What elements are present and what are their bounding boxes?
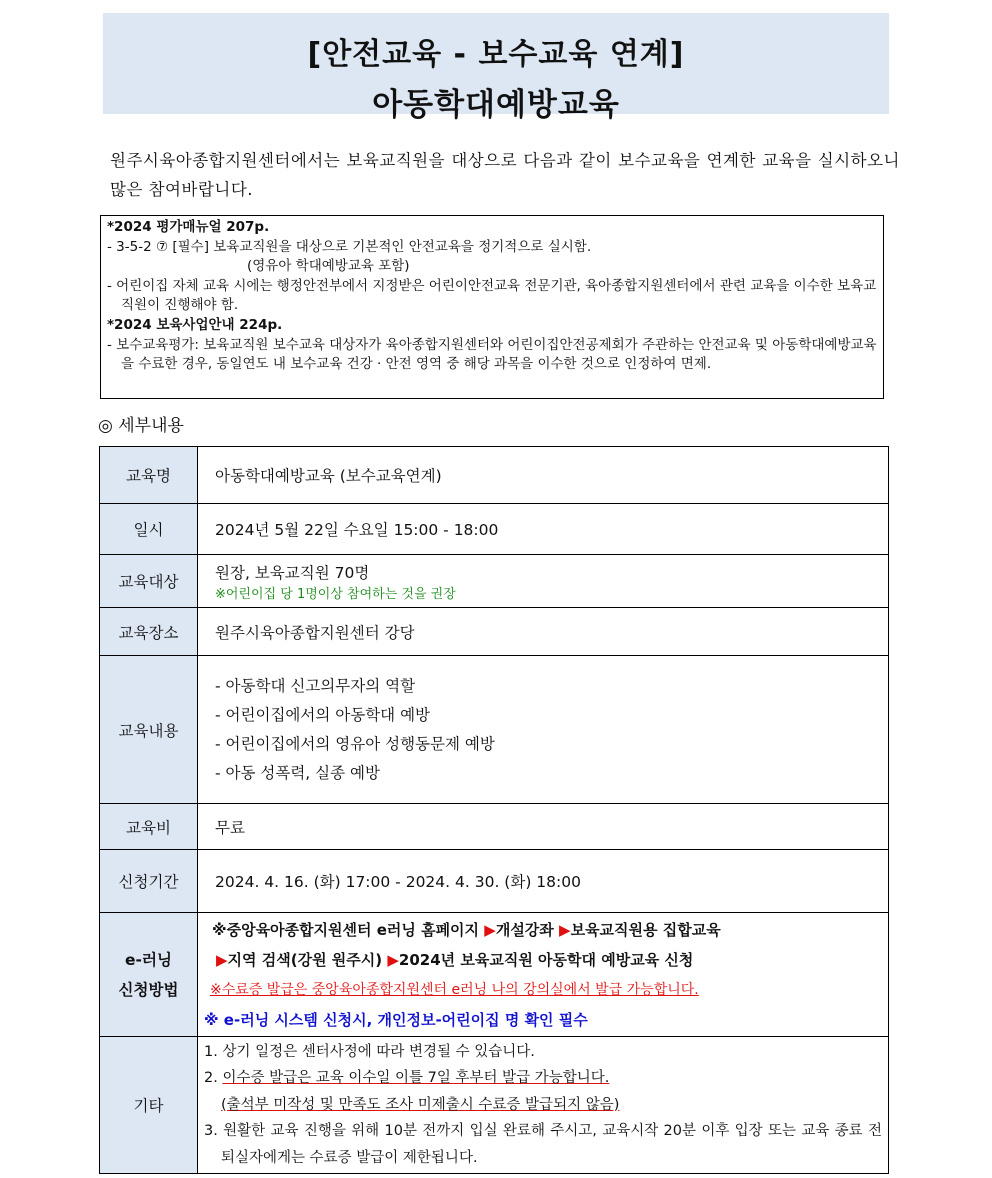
table-row xyxy=(100,504,889,555)
notice-heading-2: *2024 보육사업안내 224p. xyxy=(107,316,283,333)
notice-line-1: - 3-5-2 ⑦ [필수] 보육교직원을 대상으로 기본적인 안전교육을 정기적으로 실시함. xyxy=(107,238,592,255)
etc-item xyxy=(204,1065,882,1092)
arrow-icon: ▶ xyxy=(387,950,399,969)
row-label: 교육내용 xyxy=(100,656,198,804)
elearn-step-line-2 xyxy=(204,945,888,975)
notice-line-3: - 보수교육평가: 보육교직원 보수교육 대상자가 육아종합지원센터와 어린이집안전공제회가 주관하는 안전교육 및 아동학대예방교육을 수료한 경우, 동일연도 내 보수교육 건강 · 안전 영역 중 해당 과목을 이수한 것으로 인정하여 면제. xyxy=(107,336,877,373)
etc-content xyxy=(198,1037,889,1174)
education-fee: 무료 xyxy=(198,804,889,850)
elearn-step: 2024년 보육교직원 아동학대 예방교육 신청 xyxy=(398,950,694,969)
table-row xyxy=(100,850,889,913)
application-period: 2024. 4. 16. (화) 17:00 - 2024. 4. 30. (화) 18:00 xyxy=(198,850,889,913)
table-row xyxy=(100,555,889,608)
table-row xyxy=(100,447,889,504)
row-label: 신청기간 xyxy=(100,850,198,913)
target-note: ※어린이집 당 1명이상 참여하는 것을 권장 xyxy=(215,586,456,602)
table-row xyxy=(100,913,889,1037)
row-label: 교육대상 xyxy=(100,555,198,608)
row-label: 일시 xyxy=(100,504,198,555)
elearn-label-2: 신청방법 xyxy=(118,980,179,999)
arrow-icon: ▶ xyxy=(559,920,571,939)
elearn-step: 지역 검색(강원 원주시) xyxy=(227,950,383,969)
education-place: 원주시육아종합지원센터 강당 xyxy=(198,608,889,656)
etc-item-number: 2. xyxy=(204,1070,223,1087)
elearn-step: 보육교직원용 집합교육 xyxy=(570,920,721,939)
detail-table xyxy=(99,446,889,1174)
table-row xyxy=(100,656,889,804)
education-target xyxy=(198,555,889,608)
section-title: ◎ 세부내용 xyxy=(98,416,184,436)
etc-item-sub: (출석부 미작성 및 만족도 조사 미제출시 수료증 발급되지 않음) xyxy=(221,1096,620,1113)
elearn-step: 개설강좌 xyxy=(495,920,554,939)
row-label: 교육장소 xyxy=(100,608,198,656)
intro-paragraph: 원주시육아종합지원센터에서는 보육교직원을 대상으로 다음과 같이 보수교육을 연계한 교육을 실시하오니 많은 참여바랍니다. xyxy=(110,151,900,199)
etc-item-text: 이수증 발급은 교육 이수일 이틀 7일 후부터 발급 가능합니다. xyxy=(222,1070,610,1087)
content-item: - 어린이집에서의 영유아 성행동문제 예방 xyxy=(215,734,495,753)
elearn-method xyxy=(198,913,889,1037)
notice-line-1b: (영유아 학대예방교육 포함) xyxy=(247,258,410,275)
table-row xyxy=(100,804,889,850)
notice-line-2: - 어린이집 자체 교육 시에는 행정안전부에서 지정받은 어린이안전교육 전문기관, 육아종합지원센터에서 관련 교육을 이수한 보육교직원이 진행해야 함. xyxy=(107,277,877,314)
row-label xyxy=(100,913,198,1037)
arrow-icon: ▶ xyxy=(484,920,496,939)
elearn-site: ※중앙육아종합지원센터 e러닝 홈페이지 xyxy=(212,920,480,939)
arrow-icon: ▶ xyxy=(216,950,228,969)
content-item: - 아동 성폭력, 실종 예방 xyxy=(215,763,380,782)
education-name: 아동학대예방교육 (보수교육연계) xyxy=(198,447,889,504)
certificate-note: ※수료증 발급은 중앙육아종합지원센터 e러닝 나의 강의실에서 발급 가능합니다. xyxy=(210,981,699,998)
elearn-step-line-1 xyxy=(204,915,888,945)
education-date: 2024년 5월 22일 수요일 15:00 - 18:00 xyxy=(198,504,889,555)
content-item: - 아동학대 신고의무자의 역할 xyxy=(215,676,416,695)
table-row xyxy=(100,608,889,656)
notice-heading-1: *2024 평가매뉴얼 207p. xyxy=(107,219,270,235)
table-row xyxy=(100,1037,889,1174)
elearn-warning: ※ e-러닝 시스템 신청시, 개인정보-어린이집 명 확인 필수 xyxy=(204,1010,588,1029)
notice-box xyxy=(100,215,884,399)
elearn-label-1: e-러닝 xyxy=(125,950,172,969)
row-label: 기타 xyxy=(100,1037,198,1174)
etc-item: 1. 상기 일정은 센터사정에 따라 변경될 수 있습니다. xyxy=(204,1043,535,1060)
etc-item: 3. 원활한 교육 진행을 위해 10분 전까지 입실 완료해 주시고, 교육시작 20분 이후 입장 또는 교육 종료 전 퇴실자에게는 수료증 발급이 제한됩니다. xyxy=(204,1123,882,1166)
title-banner xyxy=(103,13,889,123)
education-content xyxy=(198,656,889,804)
target-value: 원장, 보육교직원 70명 xyxy=(215,563,370,582)
title-line-1: [안전교육 - 보수교육 연계] xyxy=(307,37,685,72)
title-line-2: 아동학대예방교육 xyxy=(372,87,620,123)
row-label: 교육명 xyxy=(100,447,198,504)
content-item: - 어린이집에서의 아동학대 예방 xyxy=(215,705,431,724)
row-label: 교육비 xyxy=(100,804,198,850)
